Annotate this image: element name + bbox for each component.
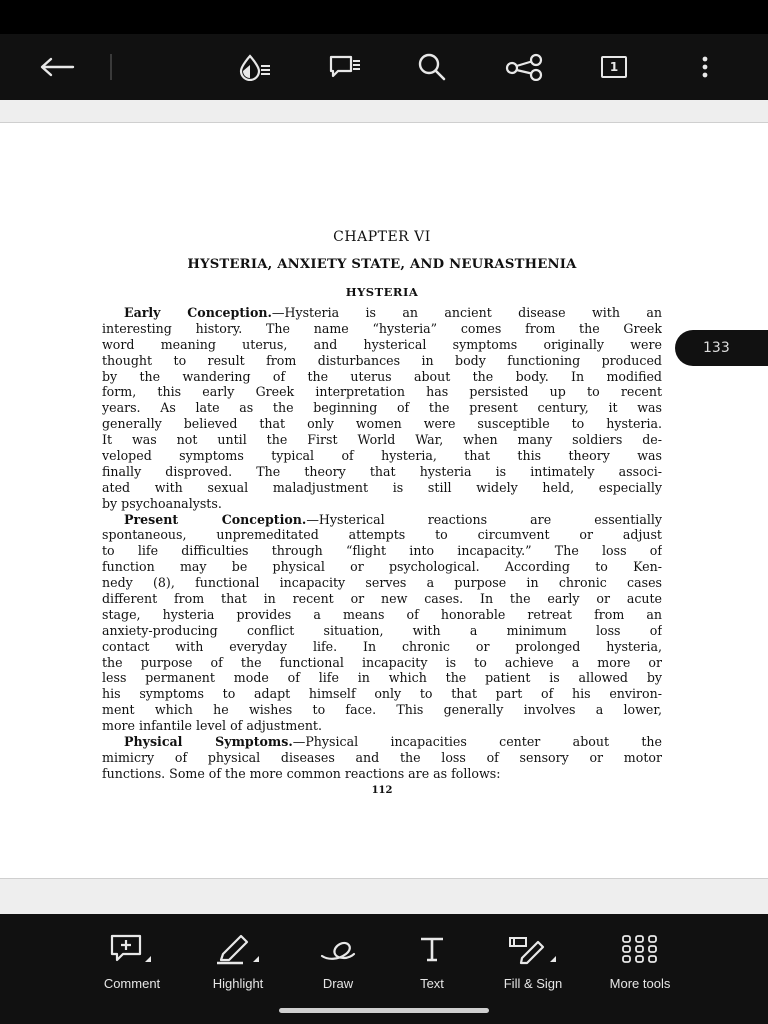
fill-sign-tool[interactable] (486, 930, 580, 1010)
draw-icon (318, 934, 358, 964)
text-line-content: contact with everyday life. In chronic or prolonged hysteria, (102, 638, 662, 654)
page-content (102, 228, 662, 798)
text-line (102, 480, 662, 496)
more-options-button[interactable] (681, 34, 729, 100)
reading-mode-icon (238, 53, 272, 81)
back-button[interactable] (32, 34, 80, 100)
text-line-content: years. As late as the beginning of the present century, it was (102, 400, 662, 416)
text-line-content: generally believed that only women were susceptible to hysteria. (102, 416, 662, 432)
text-line (102, 321, 662, 337)
more-tools[interactable] (592, 930, 688, 1010)
text-line-content: thought to result from disturbances in body functioning produced (102, 352, 662, 368)
text-line (102, 734, 662, 750)
chapter-title: HYSTERIA, ANXIETY STATE, AND NEURASTHENIA (187, 257, 577, 272)
text-line-content: by psychoanalysts. (102, 495, 222, 511)
text-line (102, 766, 662, 782)
text-line-content: his symptoms to adapt himself only to that part of his environ- (102, 686, 662, 702)
grid-icon (621, 934, 659, 964)
search-button[interactable] (408, 34, 456, 100)
share-icon (504, 53, 544, 81)
text-line-content: by the wandering of the uterus about the body. In modified (102, 368, 662, 384)
text-line-content: —Hysteria is an ancient disease with an (271, 305, 662, 320)
text-line (102, 337, 662, 353)
text-line (102, 432, 662, 448)
text-line-content: ment which he wishes to face. This generally involves a lower, (102, 702, 662, 718)
highlighter-icon (213, 932, 263, 966)
pdf-page[interactable] (0, 122, 768, 879)
toolbar-divider (110, 54, 112, 80)
chapter-label: CHAPTER VI (333, 229, 431, 245)
text-line-content: nedy (8), functional incapacity serves a purpose in chronic cases (102, 575, 662, 591)
text-line-content: less permanent mode of life in which the patient is allowed by (102, 670, 662, 686)
top-toolbar (0, 34, 768, 100)
document-viewport[interactable] (0, 100, 768, 914)
text-line (102, 718, 662, 734)
fill-sign-tool-label: Fill & Sign (503, 976, 563, 991)
text-line (102, 305, 662, 321)
text-line-content: ated with sexual maladjustment is still widely held, especially (102, 479, 662, 495)
text-line-content: form, this early Greek interpretation has persisted up to recent (102, 384, 662, 400)
text-tool[interactable] (400, 930, 464, 1010)
text-line-content: —Physical incapacities center about the (292, 734, 662, 750)
text-line-content: different from that in recent or new cases. In the early or acute (102, 591, 662, 607)
text-line (102, 750, 662, 766)
text-line (102, 400, 662, 416)
body-text (102, 305, 662, 782)
text-line (102, 384, 662, 400)
comment-add-icon (109, 932, 155, 966)
share-button[interactable] (500, 34, 548, 100)
text-line (102, 353, 662, 369)
text-line (102, 639, 662, 655)
text-line-content: spontaneous, unpremeditated attempts to circumvent or adjust (102, 527, 662, 543)
reading-mode-button[interactable] (231, 34, 279, 100)
highlight-tool[interactable] (194, 930, 282, 1010)
text-line (102, 512, 662, 528)
comment-tool-label: Comment (103, 976, 161, 991)
text-line-content: mimicry of physical diseases and the loss of sensory or motor (102, 749, 662, 765)
text-tool-icon (417, 934, 447, 964)
text-line-content: the purpose of the functional incapacity is to achieve a more or (102, 654, 662, 670)
paragraph-heading: Physical Symptoms. (124, 734, 293, 750)
home-indicator[interactable] (279, 1008, 489, 1013)
page-count-icon: 1 (601, 56, 627, 78)
text-line-content: finally disproved. The theory that hysteria is intimately associ- (102, 463, 662, 479)
search-icon (417, 52, 447, 82)
text-line (102, 464, 662, 480)
text-tool-label: Text (420, 976, 444, 991)
text-line (102, 559, 662, 575)
text-line (102, 575, 662, 591)
text-line-content: to life difficulties through “flight into incapacity.” The loss of (102, 543, 662, 559)
text-line-content: function may be physical or psychological. According to Ken- (102, 559, 662, 575)
draw-tool-label: Draw (322, 976, 354, 991)
text-line (102, 607, 662, 623)
text-line-content: anxiety-producing conflict situation, with a minimum loss of (102, 622, 662, 638)
comments-list-button[interactable] (321, 34, 369, 100)
text-line-content: word meaning uterus, and hysterical symptoms originally were (102, 336, 662, 352)
text-line (102, 623, 662, 639)
page-indicator-number: 133 (703, 340, 730, 356)
fill-sign-icon (506, 932, 560, 966)
more-tools-label: More tools (609, 976, 671, 991)
back-arrow-icon (37, 55, 75, 79)
text-line (102, 543, 662, 559)
text-line-content: stage, hysteria provides a means of honorable retreat from an (102, 606, 662, 622)
comments-list-icon (328, 53, 362, 81)
text-line (102, 416, 662, 432)
text-line-content: —Hysterical reactions are essentially (306, 511, 662, 527)
text-line (102, 591, 662, 607)
draw-tool[interactable] (304, 930, 372, 1010)
section-title: HYSTERIA (345, 285, 419, 299)
text-line-content: veloped symptoms typical of hysteria, that this theory was (102, 448, 662, 464)
paragraph-heading: Present Conception. (124, 511, 307, 527)
comment-tool[interactable] (88, 930, 176, 1010)
text-line (102, 527, 662, 543)
paragraph-heading: Early Conception. (124, 305, 272, 320)
more-vert-icon (701, 55, 709, 79)
page-number: 112 (371, 784, 393, 796)
text-line-content: interesting history. The name “hysteria” comes from the Greek (102, 320, 662, 336)
text-line (102, 686, 662, 702)
highlight-tool-label: Highlight (212, 976, 264, 991)
page-count-button[interactable] (590, 34, 638, 100)
text-line (102, 496, 662, 512)
text-line (102, 448, 662, 464)
text-line-content: functions. Some of the more common reactions are as follows: (102, 765, 501, 781)
text-line (102, 670, 662, 686)
text-line (102, 369, 662, 385)
text-line-content: more infantile level of adjustment. (102, 718, 322, 734)
status-bar (0, 0, 768, 34)
text-line (102, 655, 662, 671)
page-indicator[interactable] (675, 330, 768, 366)
text-line (102, 702, 662, 718)
text-line-content: It was not until the First World War, when many soldiers de- (102, 432, 662, 448)
